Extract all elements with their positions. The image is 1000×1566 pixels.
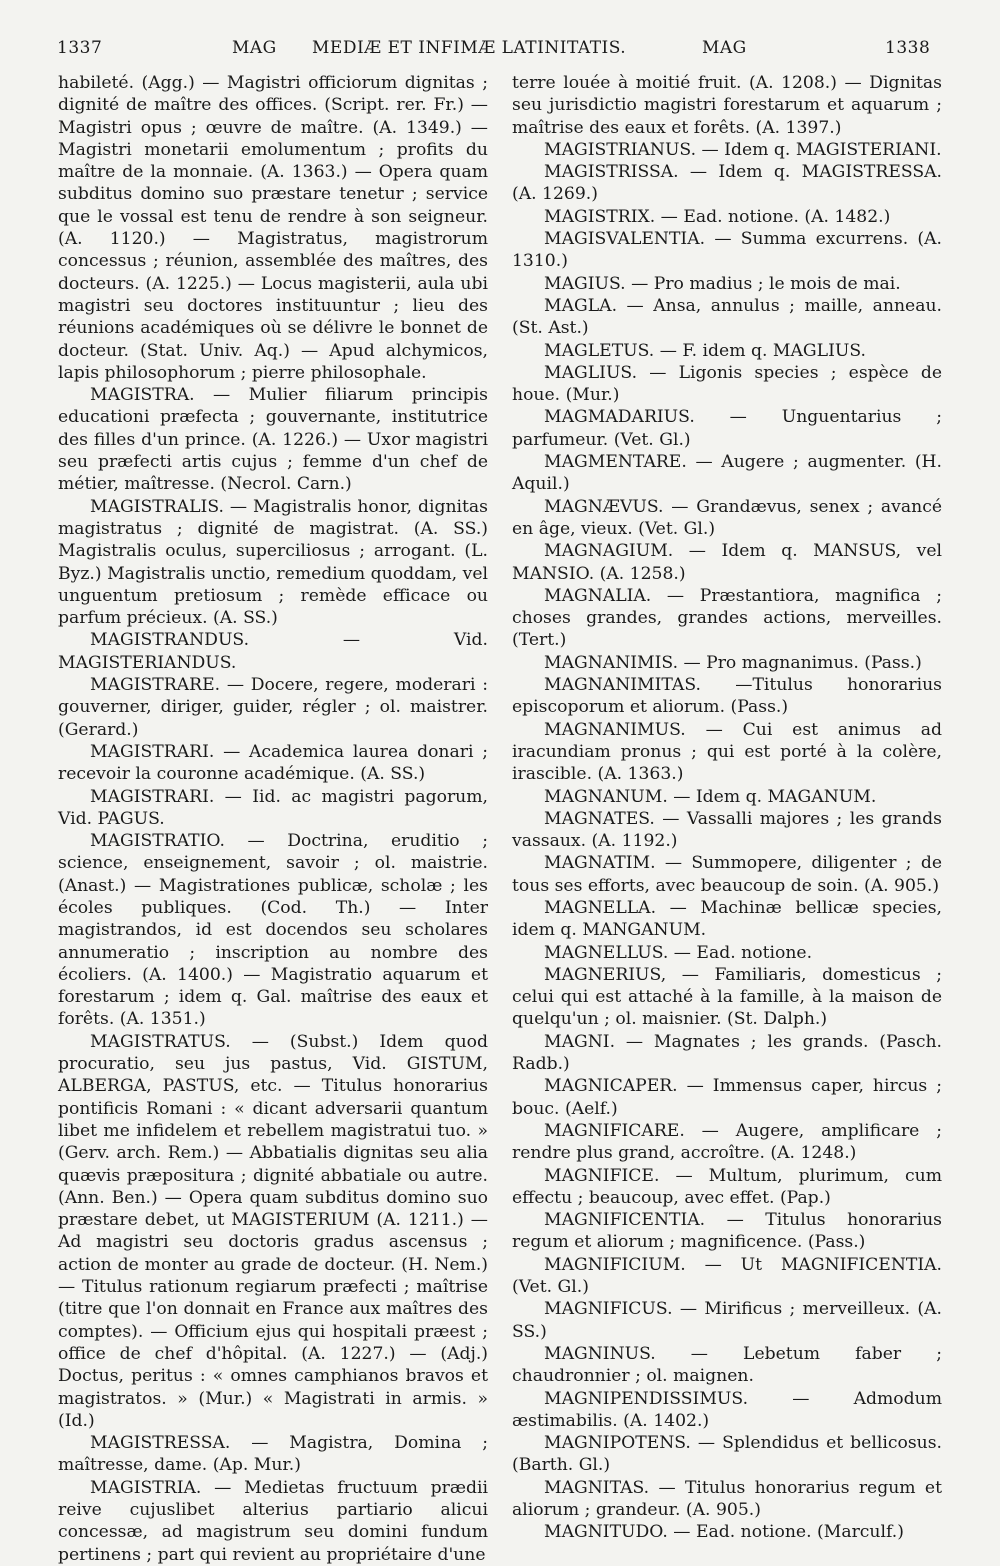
dictionary-entry: MAGISTRA. — Mulier filiarum principis educationi præfecta ; gouvernante, institutrice des filles d'un prince. (A. 1226.) — Uxor magistri seu præfecti artis cujus ; femme d'un chef de métier, maîtresse. (Necrol. Carn.): [58, 385, 488, 495]
dictionary-entry: MAGNALIA. — Præstantiora, magnifica ; choses grandes, grandes actions, merveilles. (Tert.): [512, 585, 942, 651]
dictionary-entry: MAGNITAS. — Titulus honorarius regum et aliorum ; grandeur. (A. 905.): [512, 1477, 942, 1520]
dictionary-entry: MAGNELLA. — Machinæ bellicæ species, idem q. MANGANUM.: [512, 897, 942, 941]
dictionary-entry: MAGISTRIX. — Ead. notione. (A. 1482.): [544, 206, 891, 227]
dictionary-entry: MAGISTRIANUS. — Idem q. MAGISTERIANI.: [544, 139, 942, 160]
dictionary-entry: terre louée à moitié fruit. (A. 1208.) — Dignitas seu jurisdictio magistri forestarum et aquarum ; maîtrise des eaux et forêts. (A. 1397.): [512, 73, 942, 138]
dictionary-entry: MAGNI. — Magnates ; les grands. (Pasch. Radb.): [512, 1031, 942, 1075]
left-column: [58, 72, 488, 1565]
page-number-left: 1337: [57, 38, 103, 58]
dictionary-entry: MAGNIFICENTIA. — Titulus honorarius regum et aliorum ; magnificence. (Pass.): [512, 1210, 942, 1253]
dictionary-entry: MAGISVALENTIA. — Summa excurrens. (A. 1310.): [512, 229, 942, 272]
dictionary-entry: MAGNICAPER. — Immensus caper, hircus ; bouc. (Aelf.): [512, 1076, 942, 1119]
dictionary-entry: MAGNIFICE. — Multum, plurimum, cum effectu ; beaucoup, avec effet. (Pap.): [512, 1165, 942, 1208]
dictionary-entry: habileté. (Agg.) — Magistri officiorum dignitas ; dignité de maître des offices. (Script. rer. Fr.) — Magistri opus ; œuvre de maître. (A. 1349.) — Magistri monetarii emolumentum ; profits du maître de la monnaie. (A. 1363.) — Opera quam subditus domino suo præstare tenetur ; service que le vossal est tenu de rendre à son seigneur. (A. 1120.) — Magistratus, magistrorum concessus ; réunion, assemblée des maîtres, des docteurs. (A. 1225.) — Locus magisterii, aula ubi magistri seu doctores instituuntur ; lieu des réunions académiques où se délivre le bonnet de docteur. (Stat. Univ. Aq.) — Apud alchymicos, lapis philosophorum ; pierre philosophale.: [58, 73, 488, 383]
dictionary-entry: MAGISTRISSA. — Idem q. MAGISTRESSA. (A. 1269.): [512, 162, 942, 205]
dictionary-entry: MAGIUS. — Pro madius ; le mois de mai.: [544, 273, 901, 294]
page-number-right: 1338: [885, 38, 931, 58]
running-title: MEDIÆ ET INFIMÆ LATINITATIS.: [312, 38, 627, 58]
dictionary-entry: MAGNANUM. — Idem q. MAGANUM.: [544, 786, 877, 807]
dictionary-entry: MAGMADARIUS. — Unguentarius ; parfumeur. (Vet. Gl.): [512, 407, 942, 450]
running-header: [0, 38, 1000, 68]
dictionary-entry: MAGNIPOTENS. — Splendidus et bellicosus. (Barth. Gl.): [512, 1433, 942, 1476]
dictionary-entry: MAGISTRARI. — Iid. ac magistri pagorum, Vid. PAGUS.: [58, 786, 488, 829]
dictionary-entry: MAGLETUS. — F. idem q. MAGLIUS.: [544, 340, 866, 361]
dictionary-entry: MAGNIFICIUM. — Ut MAGNIFICENTIA. (Vet. Gl.): [512, 1254, 942, 1298]
dictionary-entry: MAGISTRIA. — Medietas fructuum prædii reive cujuslibet alterius partiario alicui concessæ, ad magistrum seu domini fundum pertinens ; part qui revient au propriétaire d'une: [58, 1477, 488, 1565]
dictionary-entry: MAGNÆVUS. — Grandævus, senex ; avancé en âge, vieux. (Vet. Gl.): [512, 496, 942, 539]
dictionary-entry: MAGNIFICUS. — Mirificus ; merveilleux. (A. SS.): [512, 1299, 942, 1342]
dictionary-entry: MAGNANIMITAS. —Titulus honorarius episcoporum et aliorum. (Pass.): [512, 675, 942, 718]
dictionary-entry: MAGLIUS. — Ligonis species ; espèce de houe. (Mur.): [512, 362, 942, 406]
dictionary-entry: MAGISTRARE. — Docere, regere, moderari : gouverner, diriger, guider, régler ; ol. maistrer. (Gerard.): [58, 675, 488, 740]
right-column: [512, 72, 942, 1543]
dictionary-entry: MAGNANIMUS. — Cui est animus ad iracundiam pronus ; qui est porté à la colère, irascible. (A. 1363.): [512, 719, 942, 785]
dictionary-entry: MAGISTRESSA. — Magistra, Domina ; maîtresse, dame. (Ap. Mur.): [58, 1433, 488, 1476]
dictionary-entry: MAGNERIUS, — Familiaris, domesticus ; celui qui est attaché à la famille, à la maison de quelqu'un ; ol. maisnier. (St. Dalph.): [512, 964, 942, 1030]
dictionary-entry: MAGNATIM. — Summopere, diligenter ; de tous ses efforts, avec beaucoup de soin. (A. 905.): [512, 853, 942, 896]
dictionary-entry: MAGNANIMIS. — Pro magnanimus. (Pass.): [544, 652, 922, 673]
catchword-right: MAG: [702, 38, 747, 58]
dictionary-entry: MAGNINUS. — Lebetum faber ; chaudronnier ; ol. maignen.: [512, 1343, 942, 1387]
dictionary-entry: MAGISTRATIO. — Doctrina, eruditio ; science, enseignement, savoir ; ol. maistrie. (Anast.) — Magistrationes publicæ, scholæ ; les écoles publiques. (Cod. Th.) — Inter magistrandos, id est docendos seu scholares annumeratio ; inscription au nombre des écoliers. (A. 1400.) — Magistratio aquarum et forestarum ; idem q. Gal. maîtrise des eaux et forêts. (A. 1351.): [58, 831, 488, 1030]
dictionary-entry: MAGNIFICARE. — Augere, amplificare ; rendre plus grand, accroître. (A. 1248.): [512, 1120, 942, 1164]
dictionary-entry: MAGISTRALIS. — Magistralis honor, dignitas magistratus ; dignité de magistrat. (A. SS.) Magistralis oculus, superciliosus ; arrogant. (L. Byz.) Magistralis unctio, remedium quoddam, vel unguentum pretiosum ; remède efficace ou parfum précieux. (A. SS.): [58, 496, 488, 629]
dictionary-entry: MAGISTRATUS. — (Subst.) Idem quod procuratio, seu jus pastus, Vid. GISTUM, ALBERGA, PASTUS, etc. — Titulus honorarius pontificis Romani : « dicant adversarii quantum libet me infidelem et rebellem magistratui tuo. » (Gerv. arch. Rem.) — Abbatialis dignitas seu alia quævis præpositura ; dignité abbatiale ou autre. (Ann. Ben.) — Opera quam subditus domino suo præstare debet, ut MAGISTERIUM (A. 1211.) — Ad magistri seu doctoris gradus ascensus ; action de monter au grade de docteur. (H. Nem.) — Titulus rationum regiarum præfecti ; maîtrise (titre que l'on donnait en France aux maîtres des comptes). — Officium ejus qui hospitali præest ; office de chef d'hôpital. (A. 1227.) — (Adj.) Doctus, peritus : « omnes camphianos bravos et magistratos. » (Mur.) « Magistrati in armis. » (Id.): [58, 1031, 488, 1431]
dictionary-entry: MAGNELLUS. — Ead. notione.: [544, 942, 813, 963]
dictionary-entry: MAGISTRARI. — Academica laurea donari ; recevoir la couronne académique. (A. SS.): [58, 741, 488, 785]
dictionary-entry: MAGLA. — Ansa, annulus ; maille, anneau. (St. Ast.): [512, 295, 942, 339]
dictionary-entry: MAGISTRANDUS. — Vid. MAGISTERIANDUS.: [58, 630, 488, 673]
dictionary-entry: MAGNITUDO. — Ead. notione. (Marculf.): [544, 1522, 904, 1543]
dictionary-entry: MAGNATES. — Vassalli majores ; les grands vassaux. (A. 1192.): [512, 808, 942, 852]
catchword-left: MAG: [232, 38, 277, 58]
dictionary-entry: MAGMENTARE. — Augere ; augmenter. (H. Aquil.): [512, 452, 942, 495]
dictionary-entry: MAGNIPENDISSIMUS. — Admodum æstimabilis. (A. 1402.): [512, 1388, 942, 1431]
dictionary-entry: MAGNAGIUM. — Idem q. MANSUS, vel MANSIO. (A. 1258.): [512, 541, 942, 584]
